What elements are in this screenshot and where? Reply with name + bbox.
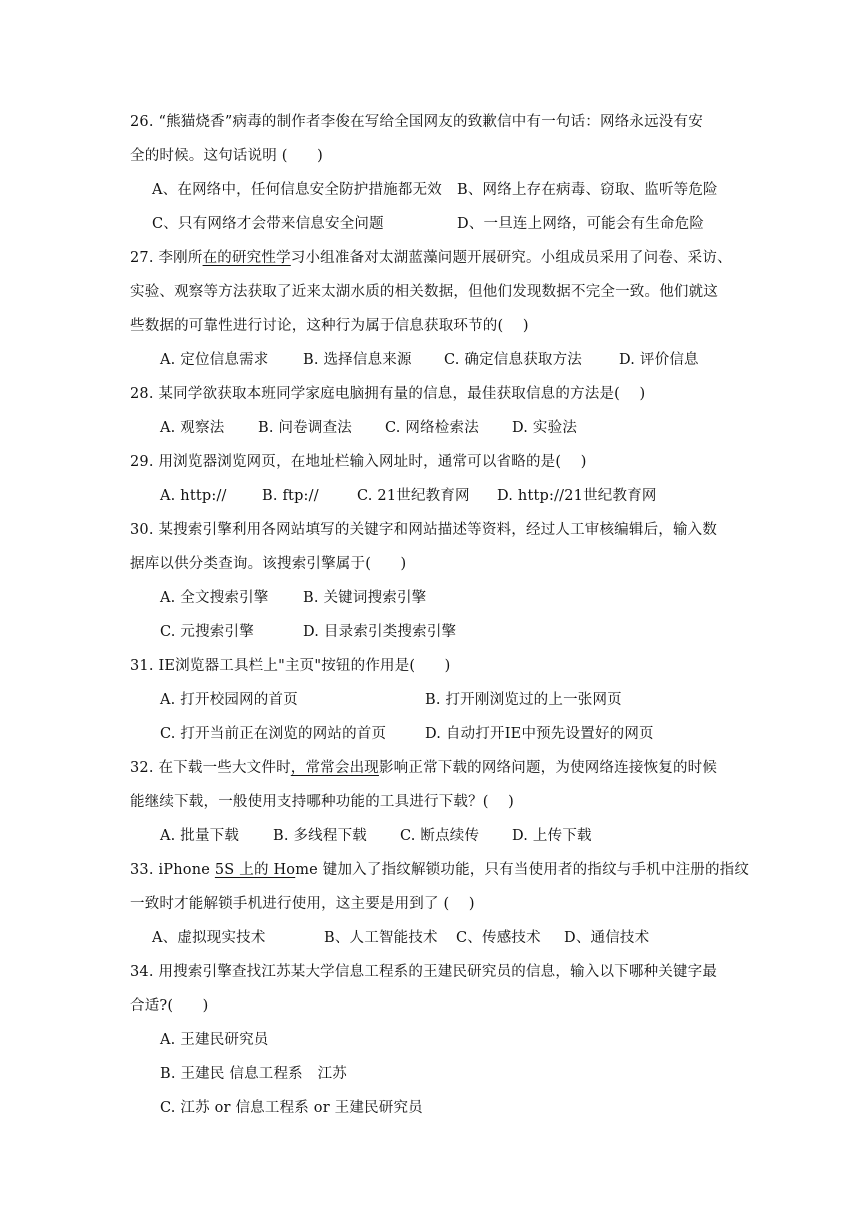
q32-stem-line1 <box>130 758 717 778</box>
q30-option-c: C. 元搜索引擎 <box>160 624 254 640</box>
q27-option-a: A. 定位信息需求 <box>160 352 269 368</box>
q26-option-d: D、一旦连上网络，可能会有生命危险 <box>457 216 705 232</box>
q28-option-d: D. 实验法 <box>512 420 578 436</box>
q34-option-b: B. 王建民 信息工程系 江苏 <box>160 1066 347 1082</box>
q34-stem-line2: 合适?( ) <box>130 998 209 1014</box>
q26-option-a: A、在网络中，任何信息安全防护措施都无效 <box>152 182 442 198</box>
q28-option-b: B. 问卷调查法 <box>258 420 352 436</box>
q26-option-b: B、网络上存在病毒、窃取、监听等危险 <box>457 182 718 198</box>
q26-stem-line1: 26. “熊猫烧香”病毒的制作者李俊在写给全国网友的致歉信中有一句话：网络永远没有安 <box>130 114 703 130</box>
q34-option-c: C. 江苏 or 信息工程系 or 王建民研究员 <box>160 1100 423 1116</box>
q30-option-d: D. 目录索引类搜索引擎 <box>303 624 457 640</box>
q32-stem-suffix: 影响正常下载的网络问题，为使网络连接恢复的时候 <box>378 760 718 776</box>
q30-option-b: B. 关键词搜索引擎 <box>303 590 427 606</box>
q32-option-d: D. 上传下载 <box>512 828 592 844</box>
q27-stem-suffix: 习小组准备对太湖蓝藻问题开展研究。小组成员采用了问卷、采访、 <box>290 250 732 266</box>
q31-option-b: B. 打开刚浏览过的上一张网页 <box>425 692 622 708</box>
q31-option-c: C. 打开当前正在浏览的网站的首页 <box>160 726 387 742</box>
q26-option-c: C、只有网络才会带来信息安全问题 <box>152 216 384 232</box>
q31-option-d: D. 自动打开IE中预先设置好的网页 <box>425 726 654 742</box>
q34-option-a: A. 王建民研究员 <box>160 1032 269 1048</box>
q33-option-a: A、虚拟现实技术 <box>152 930 266 946</box>
q33-option-d: D、通信技术 <box>564 930 650 946</box>
q33-stem-underlined: 5S 上的 Ho <box>214 862 296 878</box>
q31-option-a: A. 打开校园网的首页 <box>160 692 298 708</box>
q27-stem-line2: 实验、观察等方法获取了近来太湖水质的相关数据，但他们发现数据不完全一致。他们就这 <box>130 284 718 300</box>
q30-option-a: A. 全文搜索引擎 <box>160 590 269 606</box>
q27-stem-prefix: 27. 李刚所 <box>130 250 203 266</box>
q26-stem-line2: 全的时候。这句话说明 ( ) <box>130 148 323 164</box>
q27-option-c: C. 确定信息获取方法 <box>444 352 582 368</box>
q29-option-b: B. ftp:// <box>262 488 319 504</box>
q32-option-a: A. 批量下载 <box>160 828 240 844</box>
q29-stem-line1: 29. 用浏览器浏览网页，在地址栏输入网址时，通常可以省略的是( ) <box>130 454 587 470</box>
q28-stem-line1: 28. 某同学欲获取本班同学家庭电脑拥有量的信息，最佳获取信息的方法是( ) <box>130 386 646 402</box>
q27-stem-line1 <box>130 248 732 268</box>
q27-option-d: D. 评价信息 <box>619 352 699 368</box>
q33-stem-suffix: me 键加入了指纹解锁功能，只有当使用者的指纹与手机中注册的指纹 <box>295 862 750 878</box>
q32-stem-prefix: 32. 在下载一些大文件时 <box>130 760 291 776</box>
q29-option-d: D. http://21世纪教育网 <box>497 488 657 504</box>
q33-option-c: C、传感技术 <box>456 930 541 946</box>
q34-stem-line1: 34. 用搜索引擎查找江苏某大学信息工程系的王建民研究员的信息，输入以下哪种关键字最 <box>130 964 718 980</box>
q32-option-c: C. 断点续传 <box>400 828 480 844</box>
q33-stem-prefix: 33. iPhone <box>130 862 215 878</box>
q33-stem-line2: 一致时才能解锁手机进行使用，这主要是用到了 ( ) <box>130 896 475 912</box>
q32-stem-underlined: ，常常会出现 <box>290 760 379 776</box>
q29-option-a: A. http:// <box>160 488 227 504</box>
q32-option-b: B. 多线程下载 <box>273 828 367 844</box>
q27-option-b: B. 选择信息来源 <box>303 352 412 368</box>
q27-stem-line3: 些数据的可靠性进行讨论，这种行为属于信息获取环节的( ) <box>130 318 529 334</box>
q33-stem-line1 <box>130 860 749 880</box>
q28-option-a: A. 观察法 <box>160 420 225 436</box>
q31-stem-line1: 31. IE浏览器工具栏上"主页"按钮的作用是( ) <box>130 658 451 674</box>
q29-option-c: C. 21世纪教育网 <box>357 488 470 504</box>
q30-stem-line2: 据库以供分类查询。该搜索引擎属于( ) <box>130 556 407 572</box>
q33-option-b: B、人工智能技术 <box>324 930 438 946</box>
q32-stem-line2: 能继续下载，一般使用支持哪种功能的工具进行下载？( ) <box>130 794 515 810</box>
q27-stem-underlined: 在的研究性学 <box>202 250 291 266</box>
q30-stem-line1: 30. 某搜索引擎利用各网站填写的关键字和网站描述等资料，经过人工审核编辑后，输入数 <box>130 522 718 538</box>
q28-option-c: C. 网络检索法 <box>385 420 479 436</box>
